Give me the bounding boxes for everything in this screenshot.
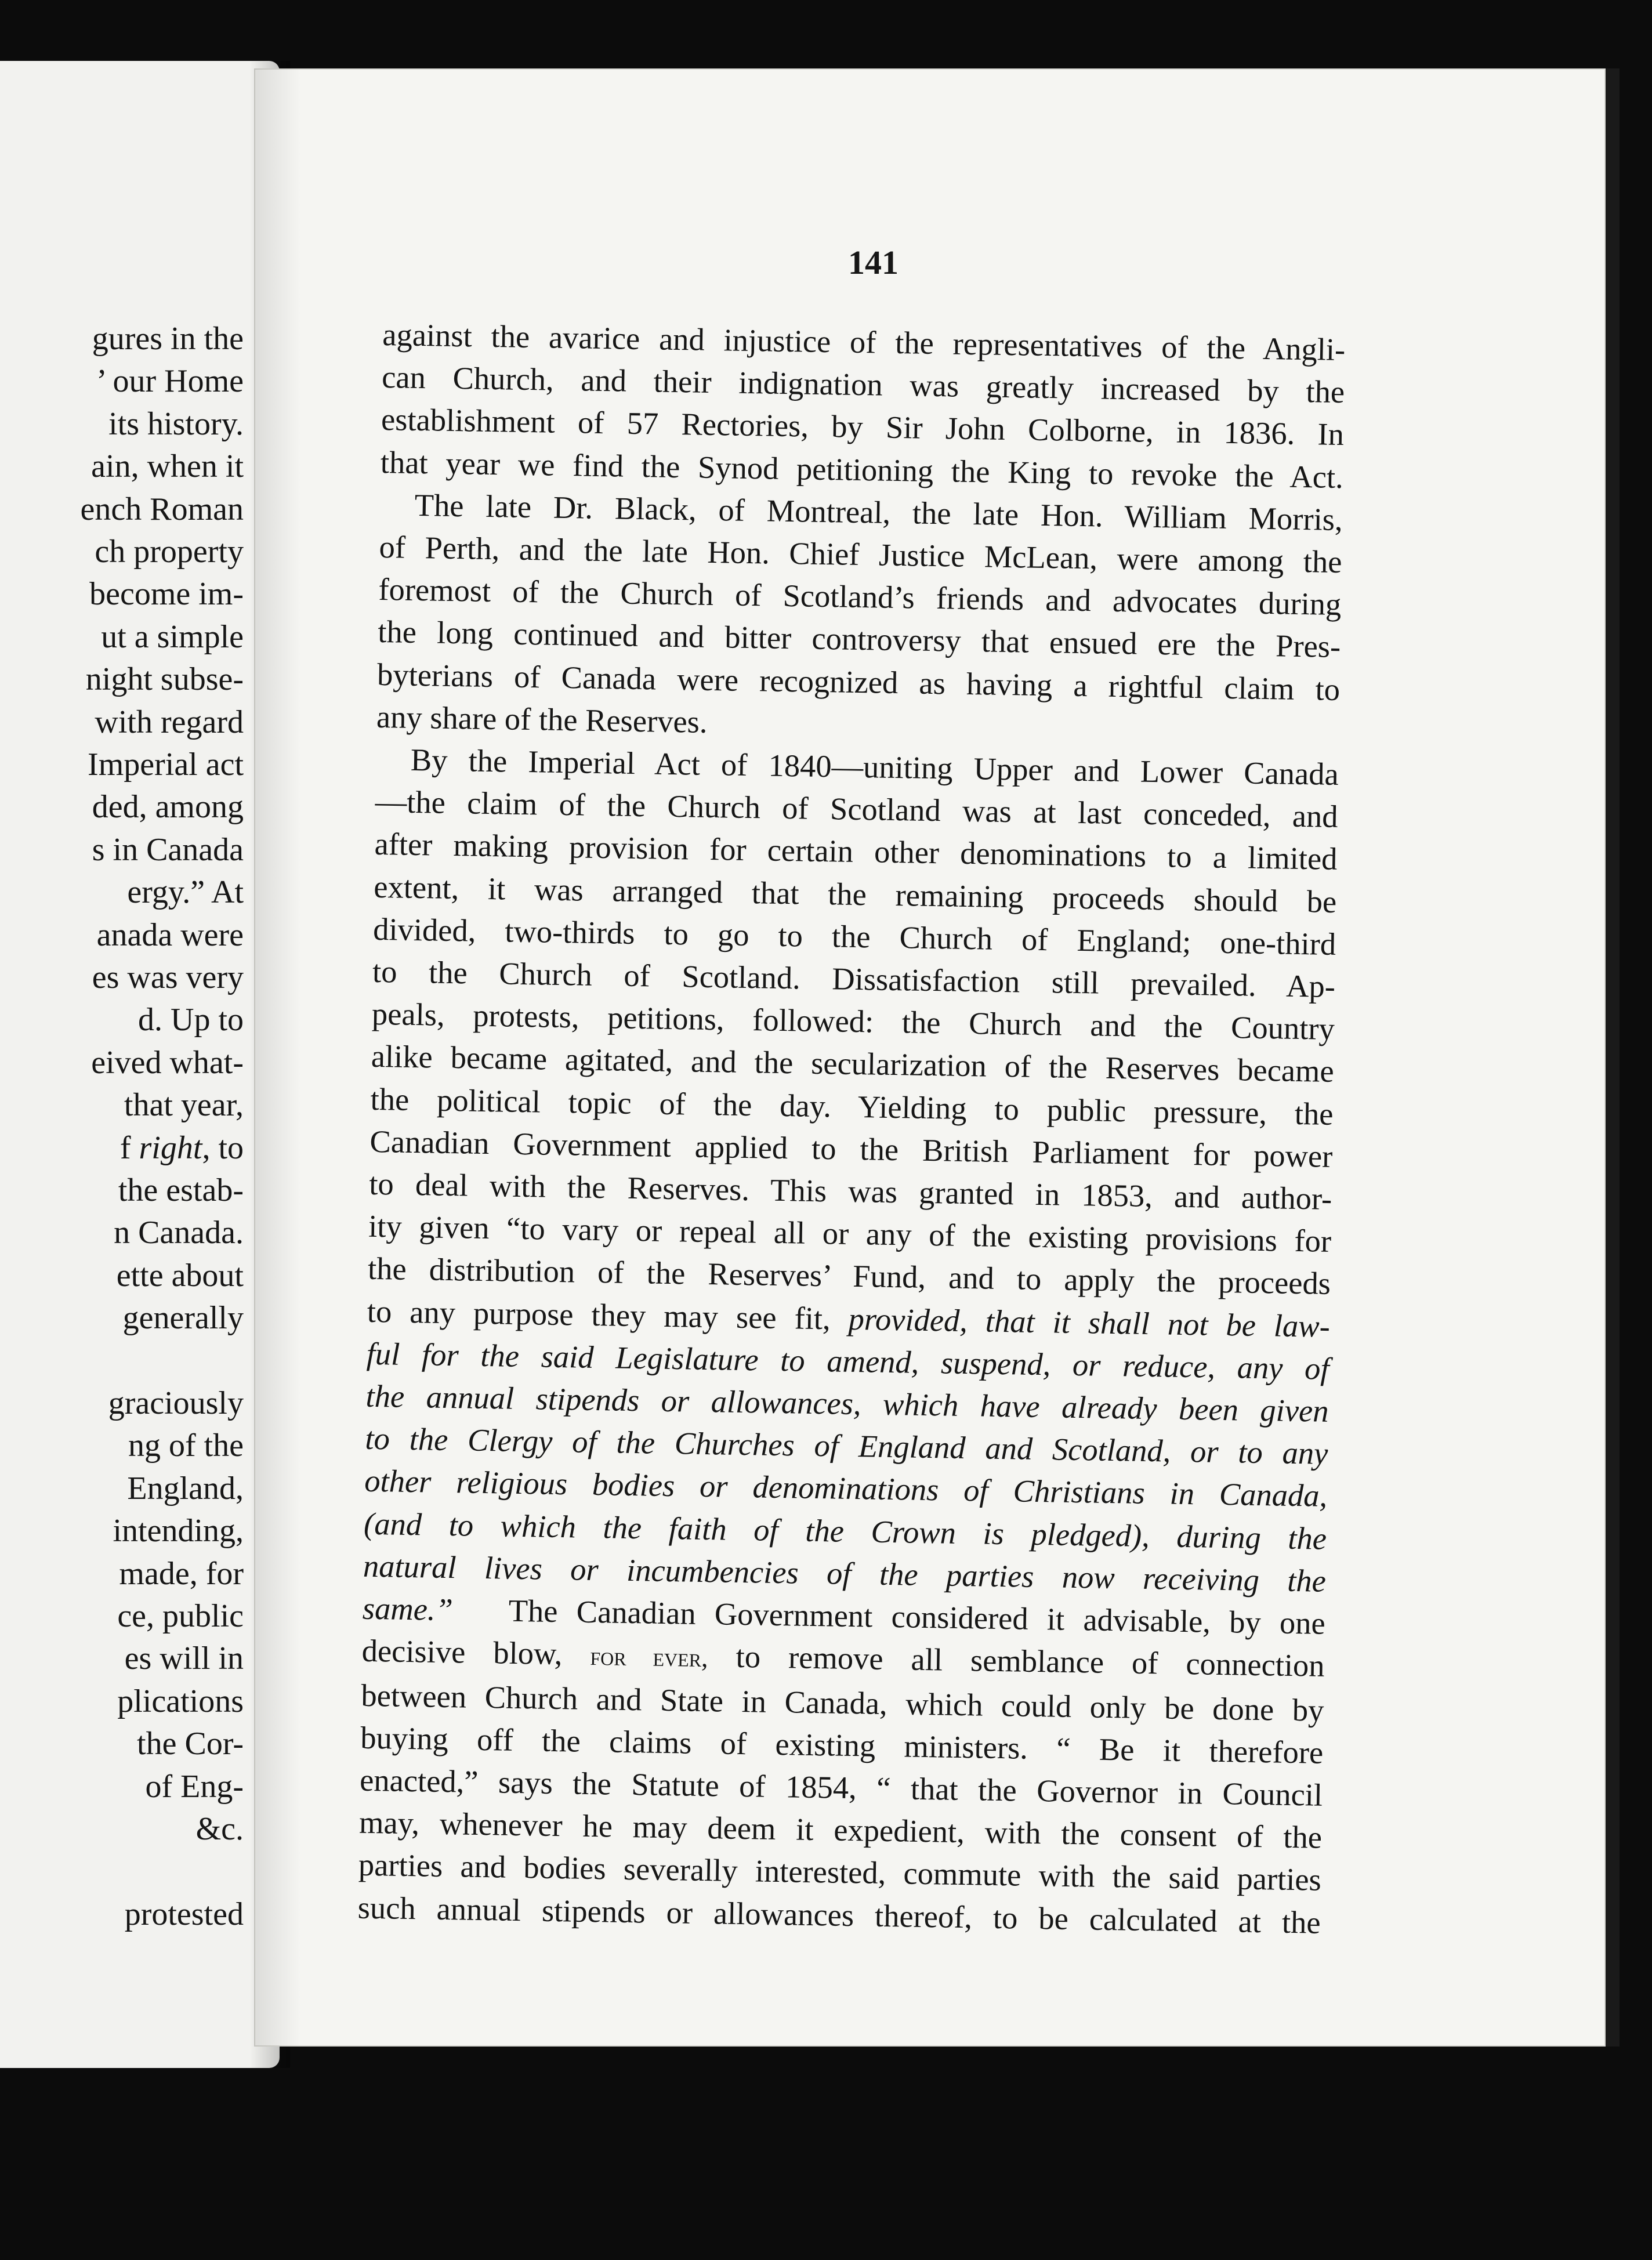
left-page-line: ’ our Home <box>96 363 244 400</box>
text-line: enacted,” says the Statute of 1854, “ that the Governor in Council <box>359 1762 1323 1813</box>
italic-text-segment: to the Clergy of the Churches of England and Scotland, or to any <box>365 1421 1328 1472</box>
text-line: against the avarice and injustice of the representatives of the Angli- <box>382 316 1346 368</box>
text-line: foremost of the Church of Scotland’s friends and advocates during <box>378 571 1342 622</box>
left-page-line: ette about <box>116 1257 244 1294</box>
text-line: divided, two-thirds to go to the Church of England; one-third <box>372 911 1336 962</box>
text-line: can Church, and their indignation was greatly increased by the <box>381 359 1345 410</box>
text-line: such annual stipends or allowances thereof, to be calculated at the <box>357 1889 1321 1940</box>
italic-text-segment: ful for the said Legislature to amend, suspend, or reduce, any of <box>366 1335 1330 1386</box>
text-line: parties and bodies severally interested, commute with the said parties <box>358 1846 1322 1898</box>
left-page-line: England, <box>127 1470 244 1506</box>
text-line: the political topic of the day. Yielding to public pressure, the <box>370 1081 1334 1132</box>
left-page-line: ench Roman <box>80 491 244 527</box>
left-page-line: protested <box>124 1896 244 1932</box>
left-page-line: ded, among <box>92 789 244 825</box>
left-page-line: &c. <box>195 1811 244 1847</box>
left-facing-page <box>0 61 280 2068</box>
text-line: alike became agitated, and the secularization of the Reserves became <box>371 1038 1335 1089</box>
left-page-line: its history. <box>108 405 244 442</box>
text-line: buying off the claims of existing ministers. “ Be it therefore <box>360 1719 1324 1770</box>
italic-word: right <box>139 1129 202 1166</box>
left-page-line: generally <box>122 1300 244 1337</box>
left-page-line: with regard <box>95 704 244 740</box>
text-segment: The Canadian Government considered it advisable, by one <box>508 1592 1326 1641</box>
left-page-line: es was very <box>92 959 244 995</box>
left-page-line: gures in the <box>92 321 244 357</box>
left-page-line: plications <box>117 1683 244 1719</box>
text-line: peals, protests, petitions, followed: the Church and the Country <box>371 996 1335 1047</box>
text-line: —the claim of the Church of Scotland was at last conceded, and <box>375 784 1339 835</box>
text-line: to deal with the Reserves. This was granted in 1853, and author- <box>368 1165 1332 1216</box>
left-page-line: f right, to <box>119 1129 244 1166</box>
text-segment: to any purpose they may see fit, <box>367 1293 831 1337</box>
left-page-line: the Cor- <box>137 1726 244 1762</box>
left-page-line: the estab- <box>118 1172 244 1208</box>
left-page-line: that year, <box>124 1087 244 1124</box>
left-page-line: ch property <box>95 534 244 570</box>
text-line: byterians of Canada were recognized as having a rightful claim to <box>376 656 1341 707</box>
italic-text-segment: the annual stipends or allowances, which have already been given <box>365 1378 1329 1429</box>
left-page-line: become im- <box>89 576 244 613</box>
left-page-line: intending, <box>113 1513 244 1549</box>
italic-text-segment: same.” <box>362 1590 454 1628</box>
body-text <box>356 313 1345 2011</box>
left-page-line: n Canada. <box>114 1215 244 1251</box>
text-line: any share of the Reserves. <box>376 698 708 740</box>
left-page-line: ng of the <box>128 1428 244 1464</box>
text-line: that year we find the Synod petitioning the King to revoke the Act. <box>380 444 1344 495</box>
text-line: to the Church of Scotland. Dissatisfaction still prevailed. Ap- <box>372 953 1336 1004</box>
left-page-line: anada were <box>96 917 244 953</box>
italic-text-segment: other religious bodies or denominations of Christians in Canada, <box>364 1463 1328 1514</box>
left-page-line: Imperial act <box>88 747 244 783</box>
left-page-line: night subse- <box>85 661 244 698</box>
left-page-line: made, for <box>119 1555 244 1592</box>
text-line: after making provision for certain other denominations to a limited <box>374 826 1338 877</box>
text-segment: to remove all semblance of connection <box>736 1639 1325 1684</box>
text-line: establishment of 57 Rectories, by Sir John Colborne, in 1836. In <box>381 401 1345 452</box>
text-line: may, whenever he may deem it expedient, with the consent of the <box>358 1804 1323 1855</box>
text-line: Canadian Government applied to the British Parliament for power <box>369 1123 1333 1174</box>
left-page-line: ut a simple <box>101 618 244 655</box>
italic-text-segment: (and to which the faith of the Crown is pledged), during the <box>363 1505 1327 1556</box>
text-line: The late Dr. Black, of Montreal, the late Hon. William Morris, <box>414 487 1343 537</box>
left-page-line: es will in <box>124 1640 244 1677</box>
left-page-line: ergy.” At <box>127 874 244 911</box>
text-line: the long continued and bitter controversy that ensued ere the Pres- <box>377 614 1341 665</box>
text-line: of Perth, and the late Hon. Chief Justice McLean, were among the <box>379 528 1342 580</box>
left-page-line: of Eng- <box>145 1768 244 1805</box>
text-line: By the Imperial Act of 1840—uniting Upper and Lower Canada <box>410 741 1339 792</box>
left-page-line: graciously <box>108 1385 244 1421</box>
left-page-line: d. Up to <box>138 1002 244 1038</box>
text-line: between Church and State in Canada, which could only be done by <box>361 1677 1324 1728</box>
text-segment: decisive blow, <box>361 1633 563 1672</box>
small-caps-text-segment: for ever, <box>590 1641 709 1673</box>
italic-text-segment: provided, that it shall not be law- <box>848 1301 1331 1344</box>
left-page-line: ain, when it <box>91 448 244 485</box>
left-page-line: eived what- <box>91 1044 244 1081</box>
italic-text-segment: natural lives or incumbencies of the parties now receiving the <box>363 1548 1327 1599</box>
left-page-line: ce, public <box>117 1598 244 1634</box>
right-page-edge <box>1606 68 1620 2047</box>
text-line: extent, it was arranged that the remaining proceeds should be <box>373 868 1337 919</box>
text-line: the distribution of the Reserves’ Fund, and to apply the proceeds <box>367 1251 1331 1302</box>
text-line: ity given “to vary or repeal all or any of the existing provisions for <box>368 1208 1332 1259</box>
page-number: 141 <box>848 244 899 281</box>
left-page-line: s in Canada <box>92 831 244 868</box>
